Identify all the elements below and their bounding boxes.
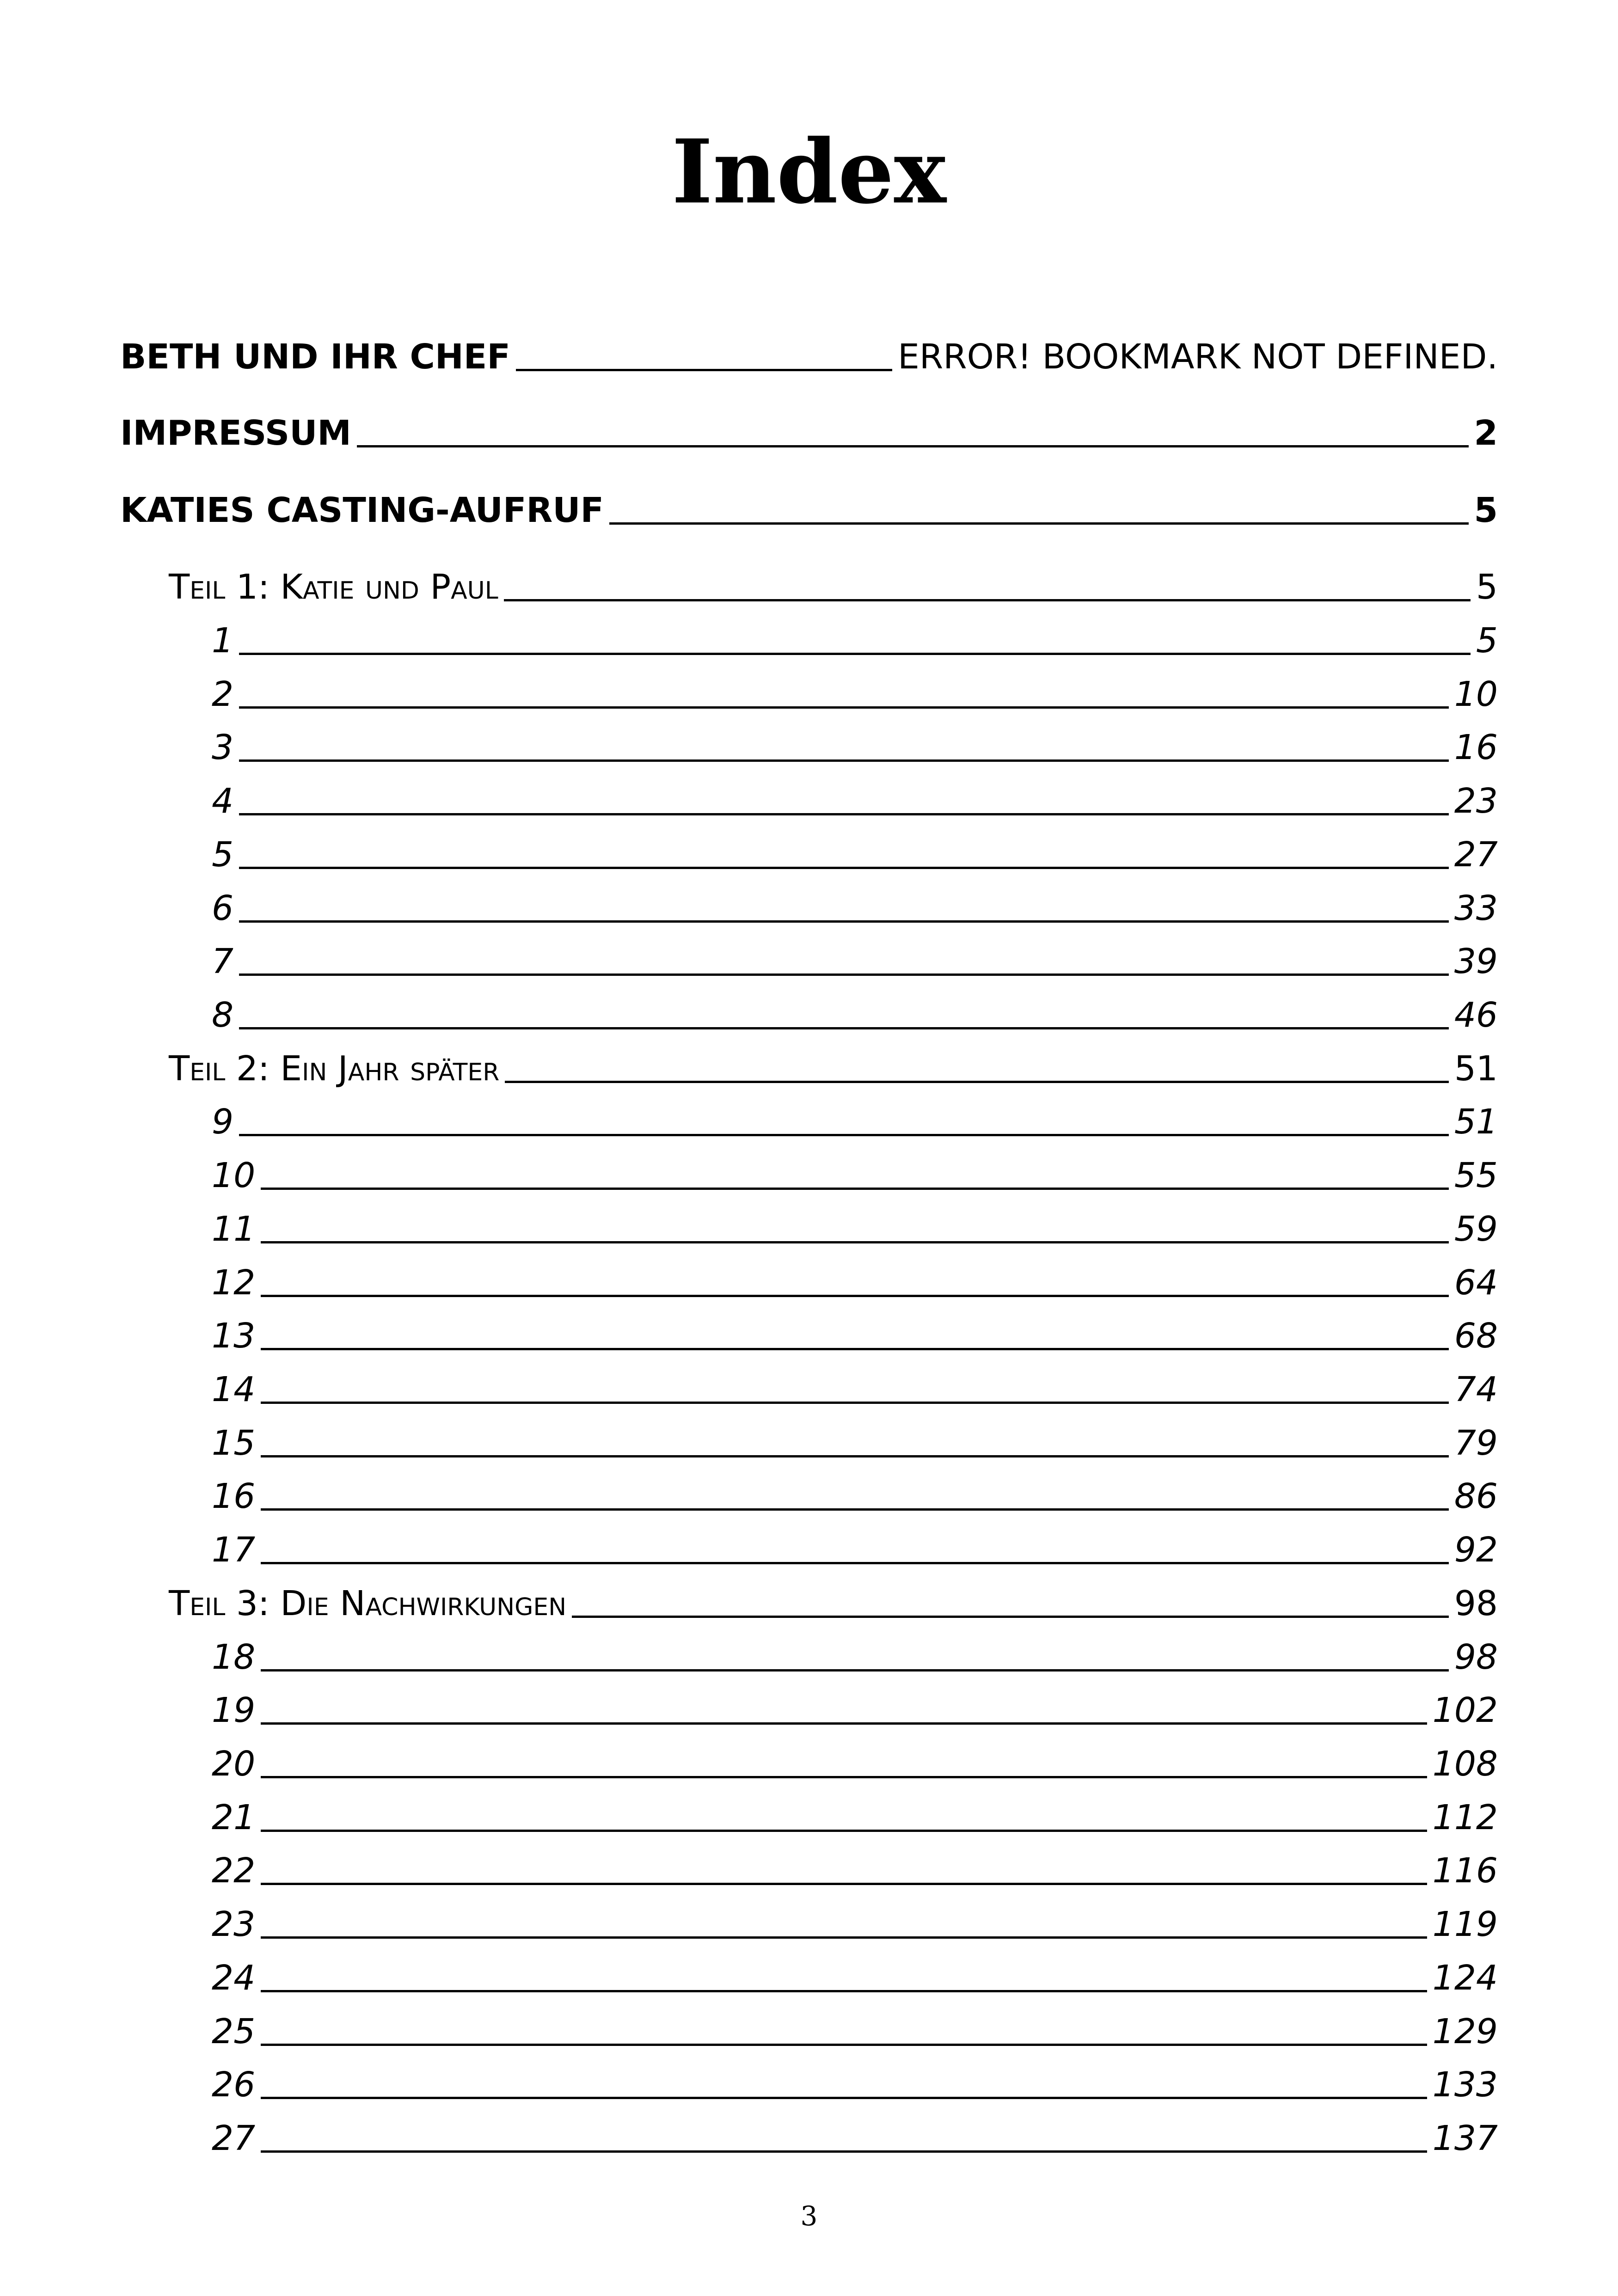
toc-entry-page: 10 bbox=[1454, 674, 1498, 714]
toc-entry-page: 64 bbox=[1454, 1263, 1498, 1303]
toc-entry-label: 7 bbox=[212, 942, 234, 981]
toc-entry-chapter-17[interactable] bbox=[212, 1530, 1498, 1570]
toc-entry-label: 27 bbox=[212, 2118, 256, 2158]
toc-entry-chapter-6[interactable] bbox=[212, 888, 1498, 928]
toc-entry-chapter-5[interactable] bbox=[212, 835, 1498, 875]
toc-entry-label: 13 bbox=[212, 1316, 256, 1356]
toc-leader bbox=[239, 974, 1449, 976]
toc-entry-label: 18 bbox=[212, 1637, 256, 1677]
toc-entry-chapter-3[interactable] bbox=[212, 730, 1498, 765]
toc-entry-chapter-23[interactable] bbox=[212, 1904, 1498, 1944]
toc-entry-label: BETH UND IHR CHEF bbox=[120, 337, 510, 377]
toc-entry-page: 124 bbox=[1432, 1958, 1498, 1998]
toc-entry-label: 8 bbox=[212, 995, 234, 1035]
toc-leader bbox=[261, 1936, 1427, 1939]
toc-entry-label: 11 bbox=[212, 1209, 256, 1249]
toc-entry-chapter-25[interactable] bbox=[212, 2014, 1498, 2049]
toc-leader bbox=[261, 1990, 1427, 1992]
toc-entry-label: 16 bbox=[212, 1476, 256, 1516]
toc-entry-label: Teil 3: Die Nachwirkungen bbox=[169, 1584, 567, 1623]
toc-entry-page: 2 bbox=[1474, 413, 1498, 453]
toc-entry-page: 51 bbox=[1454, 1102, 1498, 1142]
toc-entry-chapter-24[interactable] bbox=[212, 1958, 1498, 1998]
toc-leader bbox=[261, 1562, 1449, 1564]
toc-entry-teil-3[interactable] bbox=[169, 1586, 1498, 1621]
toc-entry-chapter-18[interactable] bbox=[212, 1637, 1498, 1677]
toc-entry-chapter-11[interactable] bbox=[212, 1209, 1498, 1249]
toc-entry-chapter-13[interactable] bbox=[212, 1316, 1498, 1356]
toc-entry-chapter-1[interactable] bbox=[212, 621, 1498, 661]
toc-entry-page: 119 bbox=[1432, 1904, 1498, 1944]
toc-entry-page: 86 bbox=[1454, 1476, 1498, 1516]
toc-entry-page: 79 bbox=[1454, 1423, 1498, 1463]
toc-leader bbox=[239, 706, 1449, 709]
toc-entry-page: 108 bbox=[1432, 1744, 1498, 1784]
toc-entry-teil-1[interactable] bbox=[169, 567, 1498, 607]
toc-entry-chapter-4[interactable] bbox=[212, 781, 1498, 821]
toc-entry-chapter-16[interactable] bbox=[212, 1476, 1498, 1516]
toc-entry-label: 14 bbox=[212, 1370, 256, 1409]
toc-entry-label: 15 bbox=[212, 1423, 256, 1463]
toc-entry-page: 5 bbox=[1476, 621, 1498, 661]
page-number: 3 bbox=[800, 2200, 818, 2232]
toc-entry-page: 5 bbox=[1474, 490, 1498, 530]
toc-entry-page: 116 bbox=[1432, 1851, 1498, 1891]
toc-entry-chapter-12[interactable] bbox=[212, 1263, 1498, 1303]
toc-entry-label: 3 bbox=[212, 728, 234, 767]
toc-leader bbox=[261, 1669, 1449, 1671]
toc-leader bbox=[261, 1188, 1449, 1190]
toc-entry-page: 112 bbox=[1432, 1798, 1498, 1837]
toc-entry-page: 68 bbox=[1454, 1316, 1498, 1356]
toc-entry-label: Teil 2: Ein Jahr später bbox=[169, 1049, 500, 1089]
toc-entry-page: 74 bbox=[1454, 1370, 1498, 1409]
toc-leader bbox=[261, 2044, 1427, 2046]
toc-entry-chapter-2[interactable] bbox=[212, 674, 1498, 714]
toc-leader bbox=[261, 2097, 1427, 2099]
toc-leader bbox=[261, 1402, 1449, 1404]
toc-entry-page: 5 bbox=[1476, 567, 1498, 607]
toc-entry-label: 1 bbox=[212, 621, 234, 661]
toc-entry-label: KATIES CASTING-AUFRUF bbox=[120, 490, 604, 530]
toc-entry-label: 19 bbox=[212, 1690, 256, 1730]
toc-leader bbox=[239, 759, 1449, 762]
toc-leader bbox=[239, 920, 1449, 923]
toc-leader bbox=[516, 369, 892, 371]
toc-entry-page: 16 bbox=[1454, 728, 1498, 767]
toc-entry-page: 59 bbox=[1454, 1209, 1498, 1249]
toc-leader bbox=[261, 1830, 1427, 1832]
toc-entry-page: 98 bbox=[1454, 1637, 1498, 1677]
toc-leader bbox=[239, 813, 1449, 815]
toc-entry-page: 51 bbox=[1454, 1049, 1498, 1089]
toc-entry-label: 6 bbox=[212, 888, 234, 928]
toc-leader bbox=[505, 1081, 1448, 1083]
toc-entry-chapter-21[interactable] bbox=[212, 1800, 1498, 1835]
toc-entry-label: Teil 1: Katie und Paul bbox=[169, 567, 498, 607]
toc-leader bbox=[239, 653, 1471, 655]
toc-entry-impressum[interactable] bbox=[120, 413, 1498, 453]
toc-entry-chapter-7[interactable] bbox=[212, 944, 1498, 979]
toc-leader bbox=[261, 1348, 1449, 1350]
toc-entry-page: 55 bbox=[1454, 1156, 1498, 1195]
toc-entry-chapter-9[interactable] bbox=[212, 1102, 1498, 1142]
toc-entry-label: 4 bbox=[212, 781, 234, 821]
toc-leader bbox=[261, 1455, 1449, 1457]
toc-entry-page: 102 bbox=[1432, 1690, 1498, 1730]
toc-entry-page: 23 bbox=[1454, 781, 1498, 821]
toc-entry-chapter-14[interactable] bbox=[212, 1372, 1498, 1407]
toc-entry-label: 20 bbox=[212, 1744, 256, 1784]
page-title: Index bbox=[671, 120, 947, 224]
toc-entry-page: 133 bbox=[1432, 2065, 1498, 2105]
toc-leader bbox=[609, 522, 1468, 525]
toc-entry-chapter-8[interactable] bbox=[212, 995, 1498, 1035]
toc-leader bbox=[239, 1134, 1449, 1136]
toc-entry-teil-2[interactable] bbox=[169, 1049, 1498, 1089]
toc-entry-chapter-20[interactable] bbox=[212, 1744, 1498, 1784]
toc-entry-label: 5 bbox=[212, 835, 234, 875]
toc-leader bbox=[261, 1241, 1449, 1243]
toc-entry-page: 98 bbox=[1454, 1584, 1498, 1623]
toc-entry-label: 22 bbox=[212, 1851, 256, 1891]
toc-entry-page: 39 bbox=[1454, 942, 1498, 981]
toc-entry-chapter-22[interactable] bbox=[212, 1851, 1498, 1891]
toc-entry-page: 129 bbox=[1432, 2012, 1498, 2051]
toc-entry-page: 137 bbox=[1432, 2118, 1498, 2158]
toc-entry-label: IMPRESSUM bbox=[120, 413, 351, 453]
toc-leader bbox=[261, 1722, 1427, 1725]
toc-entry-katies-casting-aufruf[interactable] bbox=[120, 490, 1498, 530]
toc-leader bbox=[239, 867, 1449, 869]
toc-entry-label: 17 bbox=[212, 1530, 256, 1570]
toc-entry-label: 21 bbox=[212, 1798, 256, 1837]
toc-leader bbox=[261, 1883, 1427, 1885]
toc-entry-label: 10 bbox=[212, 1156, 256, 1195]
toc-entry-page: 27 bbox=[1454, 835, 1498, 875]
toc-leader bbox=[261, 1295, 1449, 1297]
toc-entry-label: 26 bbox=[212, 2065, 256, 2105]
toc-entry-page: 92 bbox=[1454, 1530, 1498, 1570]
toc-leader bbox=[261, 1776, 1427, 1778]
toc-entry-label: 23 bbox=[212, 1904, 256, 1944]
toc-leader bbox=[261, 2150, 1427, 2153]
toc-entry-page: 46 bbox=[1454, 995, 1498, 1035]
toc-entry-label: 25 bbox=[212, 2012, 256, 2051]
toc-entry-page: 33 bbox=[1454, 888, 1498, 928]
toc-leader bbox=[239, 1027, 1449, 1029]
toc-entry-chapter-19[interactable] bbox=[212, 1690, 1498, 1730]
toc-entry-label: 12 bbox=[212, 1263, 256, 1303]
toc-entry-chapter-27[interactable] bbox=[212, 2118, 1498, 2158]
toc-entry-page: ERROR! BOOKMARK NOT DEFINED. bbox=[898, 337, 1498, 377]
toc-entry-label: 9 bbox=[212, 1102, 234, 1142]
toc-entry-chapter-10[interactable] bbox=[212, 1158, 1498, 1193]
toc-entry-label: 24 bbox=[212, 1958, 256, 1998]
toc-entry-chapter-15[interactable] bbox=[212, 1423, 1498, 1463]
toc-leader bbox=[357, 445, 1469, 447]
toc-entry-beth-und-ihr-chef[interactable] bbox=[120, 337, 1498, 377]
toc-leader bbox=[572, 1616, 1449, 1618]
toc-leader bbox=[504, 599, 1471, 601]
toc-leader bbox=[261, 1508, 1449, 1511]
toc-entry-chapter-26[interactable] bbox=[212, 2065, 1498, 2105]
toc-entry-label: 2 bbox=[212, 674, 234, 714]
